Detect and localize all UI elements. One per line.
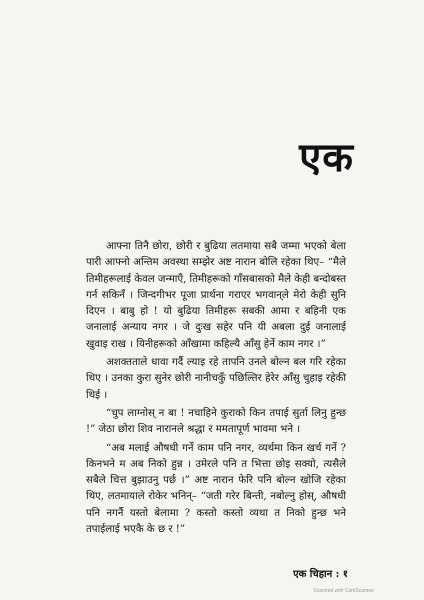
chapter-body	[86, 239, 346, 538]
paragraph-1: आफ्ना तिनै छोरा, छोरी र बुढिया लतमाया सबै जम्मा भएको बेला पारी आफ्नो अन्तिम अवस्था सम्झेर अष्ट नारान बोलि रहेका थिए– “मैले तिमीहरूलाई केवल जन्माएँ, तिमीहरूको गाँसबासको मैले केही बन्दोबस्त गर्न सकिनँ । जिन्दगीभर पूजा प्रार्थना गराएर भगवान्‌ले मेरो केही सुनि दिएन । बाबु हो ! यो बुढिया तिमीहरू सबकी आमा र बहिनी एक जनालाई अन्याय नगर । जे दुःख सहेर पनि यी अबला दुई जनालाई खुवाइ राख । यिनीहरूको आँखामा कहिल्यै आँसु हेर्ने काम नगर ।”	[86, 241, 347, 350]
scanner-watermark: Scanned with CamScanner	[313, 588, 374, 594]
page-footer: एक चिहान : १	[293, 569, 348, 580]
chapter-title: एक	[299, 134, 354, 181]
paragraph-2: अशक्तताले धावा गर्दै ल्याइ रहे तापनि उनले बोल्न बल गरि रहेका थिए । उनका कुरा सुनेर छोरी नानीचकुँ पछिल्तिर हेरेर आँसु चुहाइ रहेकी थिई ।	[86, 357, 346, 401]
paragraph-4: “अब मलाई औषधी गर्ने काम पनि नगर, व्यर्थमा किन खर्च गर्ने ? किनभने म अब निको हुन्न । उमेरले पनि त भित्ता छोइ सक्यो, त्यसैले सबैले चित्त बुझाउनु पर्छ ।” अष्ट नारान फेरि पनि बोल्न खोजि रहेका थिए, लतमायाले रोकेर भनिन्– “जती गरेर बिन्ती, नबोल्नु होस्, औषधी पनि नगर्नै यस्तो बेलामा ? कस्तो कस्तो व्यथा त निको हुन्छ भने तपाईलाई भएकै के छ र !”	[86, 442, 346, 536]
paragraph-3: “चुप लाग्नोस् न बा ! नचाहिने कुराको किन तपाई सुर्ता लिनु हुन्छ !” जेठा छोरा शिव नारानले श्रद्धा र ममतापूर्ण भावमा भने ।	[86, 407, 346, 436]
